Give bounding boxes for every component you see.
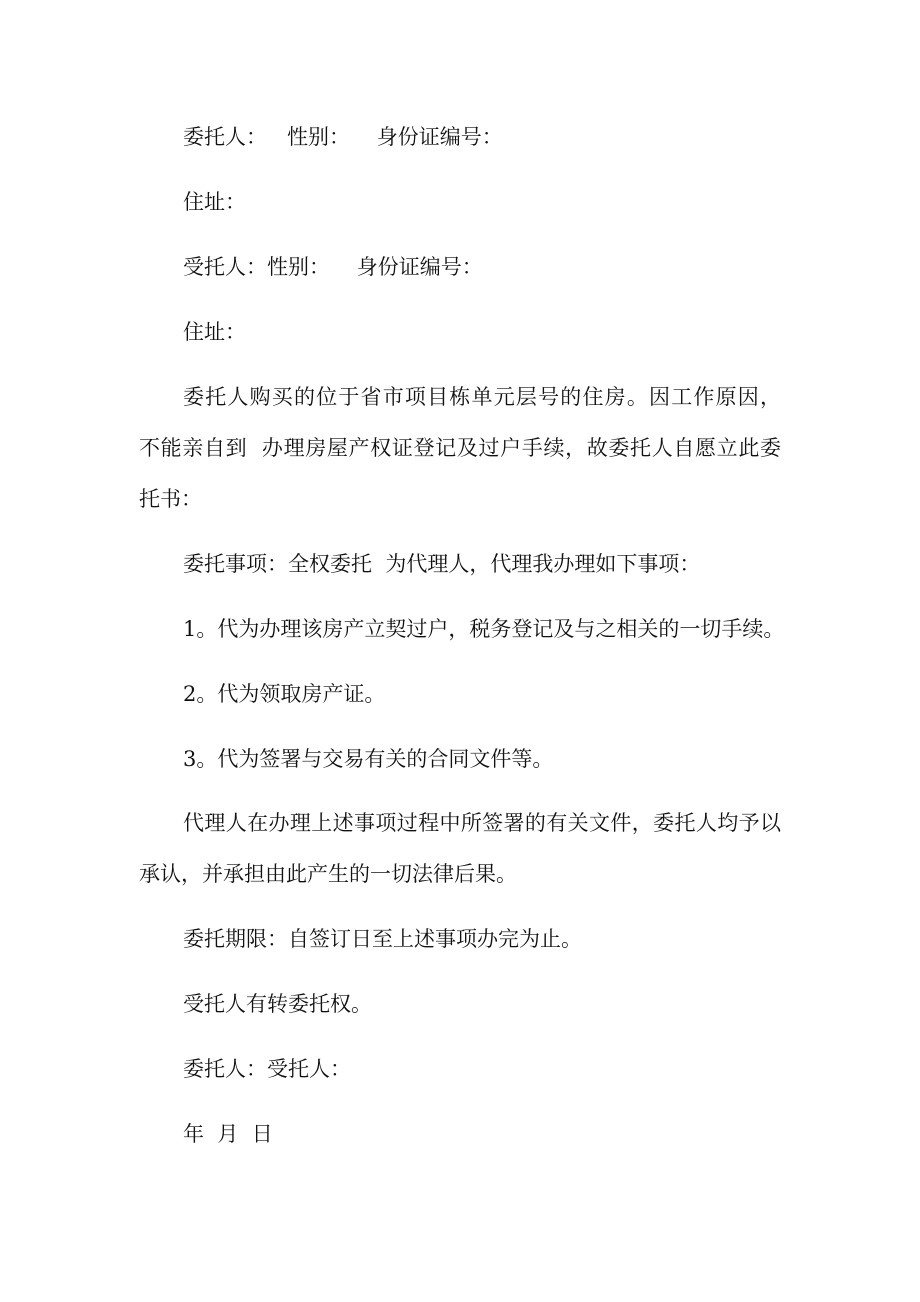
agent-address-line: 住址： [183,320,246,344]
sub-delegation-line: 受托人有转委托权。 [183,992,372,1016]
liability-paragraph-line-2: 承认，并承担由此产生的一切法律后果。 [139,862,517,886]
agent-info-line: 受托人：性别： 身份证编号： [183,255,483,279]
liability-paragraph-line-1: 代理人在办理上述事项过程中所签署的有关文件，委托人均予以 [183,811,781,835]
purchase-paragraph-line-2: 不能亲自到 办理房屋产权证登记及过户手续，故委托人自愿立此委 [139,436,781,460]
principal-address-line: 住址： [183,190,246,214]
date-line: 年 月 日 [183,1122,273,1146]
matter-item-3: 3。代为签署与交易有关的合同文件等。 [183,747,554,771]
entrusted-matters-line: 委托事项：全权委托 为代理人，代理我办理如下事项： [183,552,701,576]
matter-item-2: 2。代为领取房产证。 [183,682,386,706]
signature-line: 委托人：受托人： [183,1057,351,1081]
matter-item-1: 1。代为办理该房产立契过户，税务登记及与之相关的一切手续。 [183,617,785,641]
term-line: 委托期限：自签订日至上述事项办完为止。 [183,927,582,951]
purchase-paragraph-line-1: 委托人购买的位于省市项目栋单元层号的住房。因工作原因， [183,385,781,409]
purchase-paragraph-line-3: 托书： [139,487,202,511]
principal-info-line: 委托人： 性别： 身份证编号： [183,125,503,149]
